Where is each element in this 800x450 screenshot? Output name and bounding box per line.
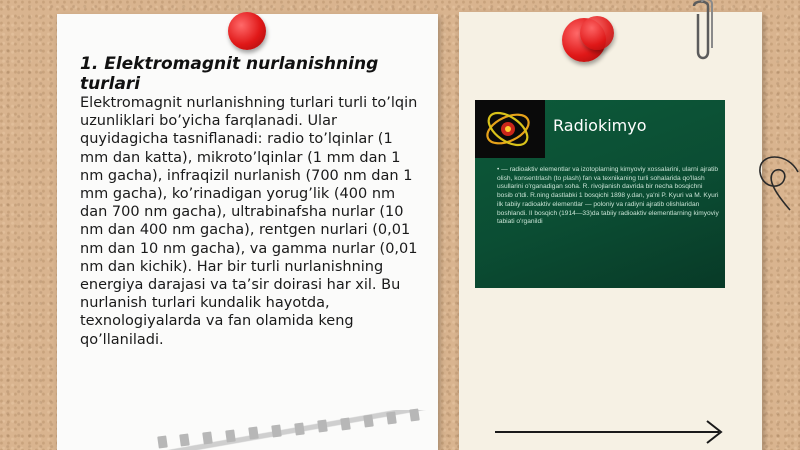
atom-logo-icon bbox=[475, 100, 545, 158]
slide-thumbnail bbox=[475, 100, 725, 288]
paper-clip-icon bbox=[684, 0, 720, 62]
curl-line-icon bbox=[758, 152, 800, 212]
left-push-pin-icon bbox=[228, 12, 266, 50]
right-arrow-icon bbox=[493, 418, 725, 446]
torn-edge-decoration bbox=[150, 406, 440, 450]
section-title: 1. Elektromagnit nurlanishning turlari bbox=[80, 54, 379, 94]
slide-body-text: • — radioaktiv elementlar va izotoplarning kimyoviy xossalarini, ularni ajratib olish, konsentrlash (to plash) fan va texnikaning turli sohalarida qo'llash usullarini o'rganadigan soha. R. rivojlanish davrida bir necha bosqichni bosib o'tdi. R.ning dastlabki 1 bosqichi 1898 y.dan, ya'ni P. Kyuri va M. Kyuri ilk tabiiy radioaktiv elementlar — poloniy va radiyni ajratib olishlaridan boshlandi. II bosqich (1914—33)da tabiiy radioaktiv elementlarning kimyoviy tabiati o'rganildi bbox=[497, 166, 719, 226]
slide-title: Radiokimyo bbox=[553, 116, 647, 135]
right-push-pin-top-icon bbox=[580, 16, 614, 50]
section-body-text: Elektromagnit nurlanishning turlari turli to’lqin uzunliklari bo’yicha farqlanadi. Ular quyidagicha tasniflanadi: radio to’lqinlar (1 mm dan katta), mikroto’lqinlar (1 mm dan 1 nm gacha), infraqizil nurlanish (700 nm dan 1 mm gacha), ko’rinadigan yorug’lik (400 nm dan 700 nm gacha), ultrabinafsha nurlar (10 nm dan 400 nm gacha), rentgen nurlari (0,01 nm dan 10 nm gacha), va gamma nurlar (0,01 nm dan kichik). Har bir turli nurlanishning energiya darajasi va ta’sir doirasi har xil. Bu nurlanish turlari kundalik hayotda, texnologiyalarda va fan olamida keng qo’llaniladi. bbox=[80, 95, 418, 348]
